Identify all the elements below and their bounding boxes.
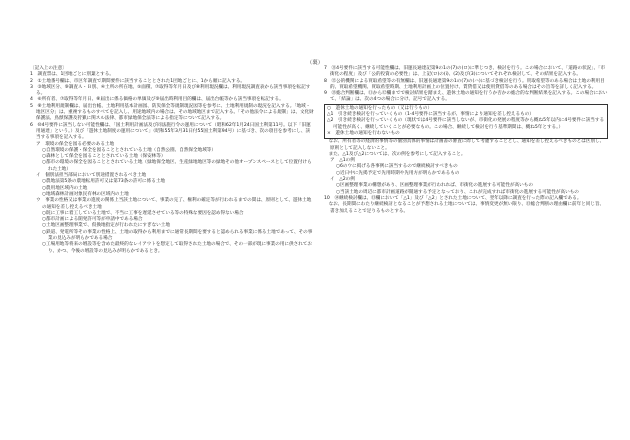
left-column xyxy=(30,66,314,255)
page-side-label: （裏） xyxy=(306,60,324,66)
instruction-paragraph: 4 ⑥所有者、⑦取得等年月日、⑧届出に係る価格の単価及び⑨届出時利用目的欄は、届出台帳等から該当事項を転記する。 xyxy=(30,97,284,103)
instruction-paragraph: 6 ⑩4号要件に該当しない可能性欄は、「国土利用計画法及び同法施行令の運用について（昭和62年1月24日国土利第11号。以下「旧運用通達」という。）及び「遊休土地制度の運用について」（昭和55年3月31日付55国土利第94号）に基づき、次の項目を参考にし、該当する事項を記入する。 xyxy=(30,122,311,141)
instruction-paragraph: 8 ⑫公的機関による買取希望等の有無欄は、旧運長通達第9の1の(7)の(ハ)に基づき検討を行う。買取希望等のある場合は土地の利用目的、買取希望機関、買取希望時期、土地利用計画上の位置付け、賃貸借又は使用貸借等のある場合はその旨等を詳しく記入する。 xyxy=(324,78,605,90)
instruction-paragraph: ○6のウに掲げる各事例に該当するので継続検討すべきもの xyxy=(336,164,458,170)
instruction-paragraph: 1 調査票は、1団地ごとに別葉とする。 xyxy=(30,72,114,78)
instruction-paragraph: ○区画整理事業の構想があり、区画整理事業が行われれば、市街化の進展する可能性が高いもの xyxy=(336,183,533,189)
instruction-paragraph: ○既に工事に着工している土地で、不当に工事を遅延させている等の特殊な要因を認め得ない場合 xyxy=(42,210,244,216)
instruction-paragraph: ○農用地区域内の土地 xyxy=(42,185,88,191)
instruction-paragraph: 10 ⑭継続検討欄は、⑬欄において「△1」及び「△2」とされた土地について、翌年以降に調査を行った際の記入欄である。 xyxy=(324,195,582,201)
instruction-paragraph: ○近日中に先掲予定で先用時期や先用方が明らかであるもの xyxy=(336,170,460,176)
instruction-paragraph: 3 ③地域区分、⑨調査Ａ・Ｂ別、④土所の所在地、⑤面積、⑦取得等年月日及び⑧利用現況欄は、利用現況調査表から該当事項を転記する。 xyxy=(30,84,311,97)
instruction-paragraph: なお、所有者等の経済的事情等の個別具体的事情は計画書の審査に際して考慮することとし、通知を差し控えるべきものとは区別し、原則として記入しないこと。 xyxy=(324,139,605,151)
instruction-paragraph: ○土地区画整理事業で、仮換地指定が行われたにすぎない土地 xyxy=(42,223,170,229)
instruction-paragraph: ○工場用地等将来の増設等を含めた最終的なレイアウトを想定して取得された土地の場合で、その一部が現に事業の用に供されており、かつ、今後の増設等の見込みが明らかであるとき。 xyxy=(42,242,312,254)
instruction-paragraph: ○都市の環境の保全を図ることとされている土地（緑地保全地区、生産緑地地区等の緑地その他オープンスペースとして位置付けられた土地） xyxy=(42,160,312,172)
instruction-paragraph: ア △1の例 xyxy=(330,158,355,164)
two-column-body xyxy=(30,66,608,255)
instruction-paragraph: ○森林として保全を図ることとされている土地（保安林等） xyxy=(42,154,166,160)
conclusion-code-line: △1 引き続き検討を行っていくもの（1-4号要件に該当するが、事情により通知を差し控えるもの） xyxy=(327,112,534,118)
instruction-paragraph: ウ 事業の性格又は事業の進度の関係上当該土地について、事業の完了、権利の確定等が行われるまでの間は、原則として、遊休土地の通知を差し控えるべき土地 xyxy=(36,198,312,210)
instruction-paragraph: 5 ⑧土地利用規制欄は、届出台帳、土地利用基本計画図、防災保全等規制現況図等を参考に、土地利用規制の現況を記入する。「地域・地区区分」は、重複するものすべてを記入し、用途地域内の場合は、その地域地区まで記入する。「その他法令による規制」は、文化財保護法、鳥獣保護及狩猟に関スル法律、都市緑地保全法等による指定等について記入する。 xyxy=(30,103,314,122)
instruction-paragraph: なお、長期間にわたり継続検討となることが予想される土地については、事情変更が無い限り、⑬総合判断の理由欄に前年と同じ旨、書き加えることで足りるものとする。 xyxy=(324,202,605,214)
instruction-paragraph: また、△1及び△2については、次の例を参考にして記入すること。 xyxy=(324,151,466,157)
instruction-paragraph: 7 ⑪4号要件に該当する可能性欄は、旧運長通達記第9の1の(7)の(ロ)に準じつき、検討を行う。この場合において、「道路の状況」、「市街化の程度」及び「公的投資の必要性」は、上記(ロ)の(i)、(2)及び(3)についてそれぞれ検討して、その結果を記入する。 xyxy=(324,66,606,78)
conclusion-code-line: ○ 遊休土地の通知を行ったもの（又は行うもの） xyxy=(327,105,433,111)
instruction-paragraph: 2 ①土地番号欄は、市区年調査で期間要件に該当することとされた1団地ごとに、1から順に記入する。 xyxy=(30,78,246,84)
instruction-paragraph: ○都市計画による開発許可等が申請中である場合 xyxy=(42,217,143,223)
instruction-paragraph: ○地域森林計画対象民有林の区域内の土地 xyxy=(42,191,129,197)
instruction-paragraph: ○鉄道、発電所等その事業の性格上、土地の取得から利用までに通常長期間を要すると認められる事業に係る土地であって、その事業の見込みが明らかである場合 xyxy=(42,229,313,242)
right-column xyxy=(324,66,608,255)
instruction-paragraph: イ △2の例 xyxy=(330,177,355,183)
instruction-paragraph: ○農地法第5条の農地転用許可又は第73条の許可に係る土地 xyxy=(42,179,166,185)
instruction-paragraph: 〔記入上の注意〕 xyxy=(30,66,67,71)
instruction-paragraph: ○自然環境の保護・保全を図ることとされている土地（自然公園、自然保全地域等） xyxy=(42,147,216,153)
conclusion-code-line: × 遊休土地の通知を行わないもの xyxy=(327,130,400,136)
conclusion-code-line: △2 引き続き検討を行っていくもの（現状では4号要件に該当しないが、市街化の発展の程度等から概ね5年以内に4号要件に該当する可能性が高く、継続していくことが必要なもの。この場合、継続して検討を行う基準期間は、概ね5年とする。） xyxy=(327,118,605,130)
instruction-paragraph: イ 個別法担当部局において別途措置されるべき土地 xyxy=(36,173,147,179)
instruction-paragraph: 9 ⑬総合判断欄は、⑪から⑫欄までで検討結果を踏まえ、遊休土地の通知を行うか否かの総合的な判断結果を記入する。この場合において、「結論」は、次の4つの場合に分け、記号で記入する。 xyxy=(324,91,608,103)
conclusion-code-box xyxy=(324,104,608,138)
instruction-paragraph: ○当該土地の周辺に都市計画道路が開通する予定となっており、これが完成すれば市街化の進展する可能性が高いもの xyxy=(336,189,579,195)
instruction-paragraph: ア 環境の保全を図る必要のある土地 xyxy=(36,141,115,147)
